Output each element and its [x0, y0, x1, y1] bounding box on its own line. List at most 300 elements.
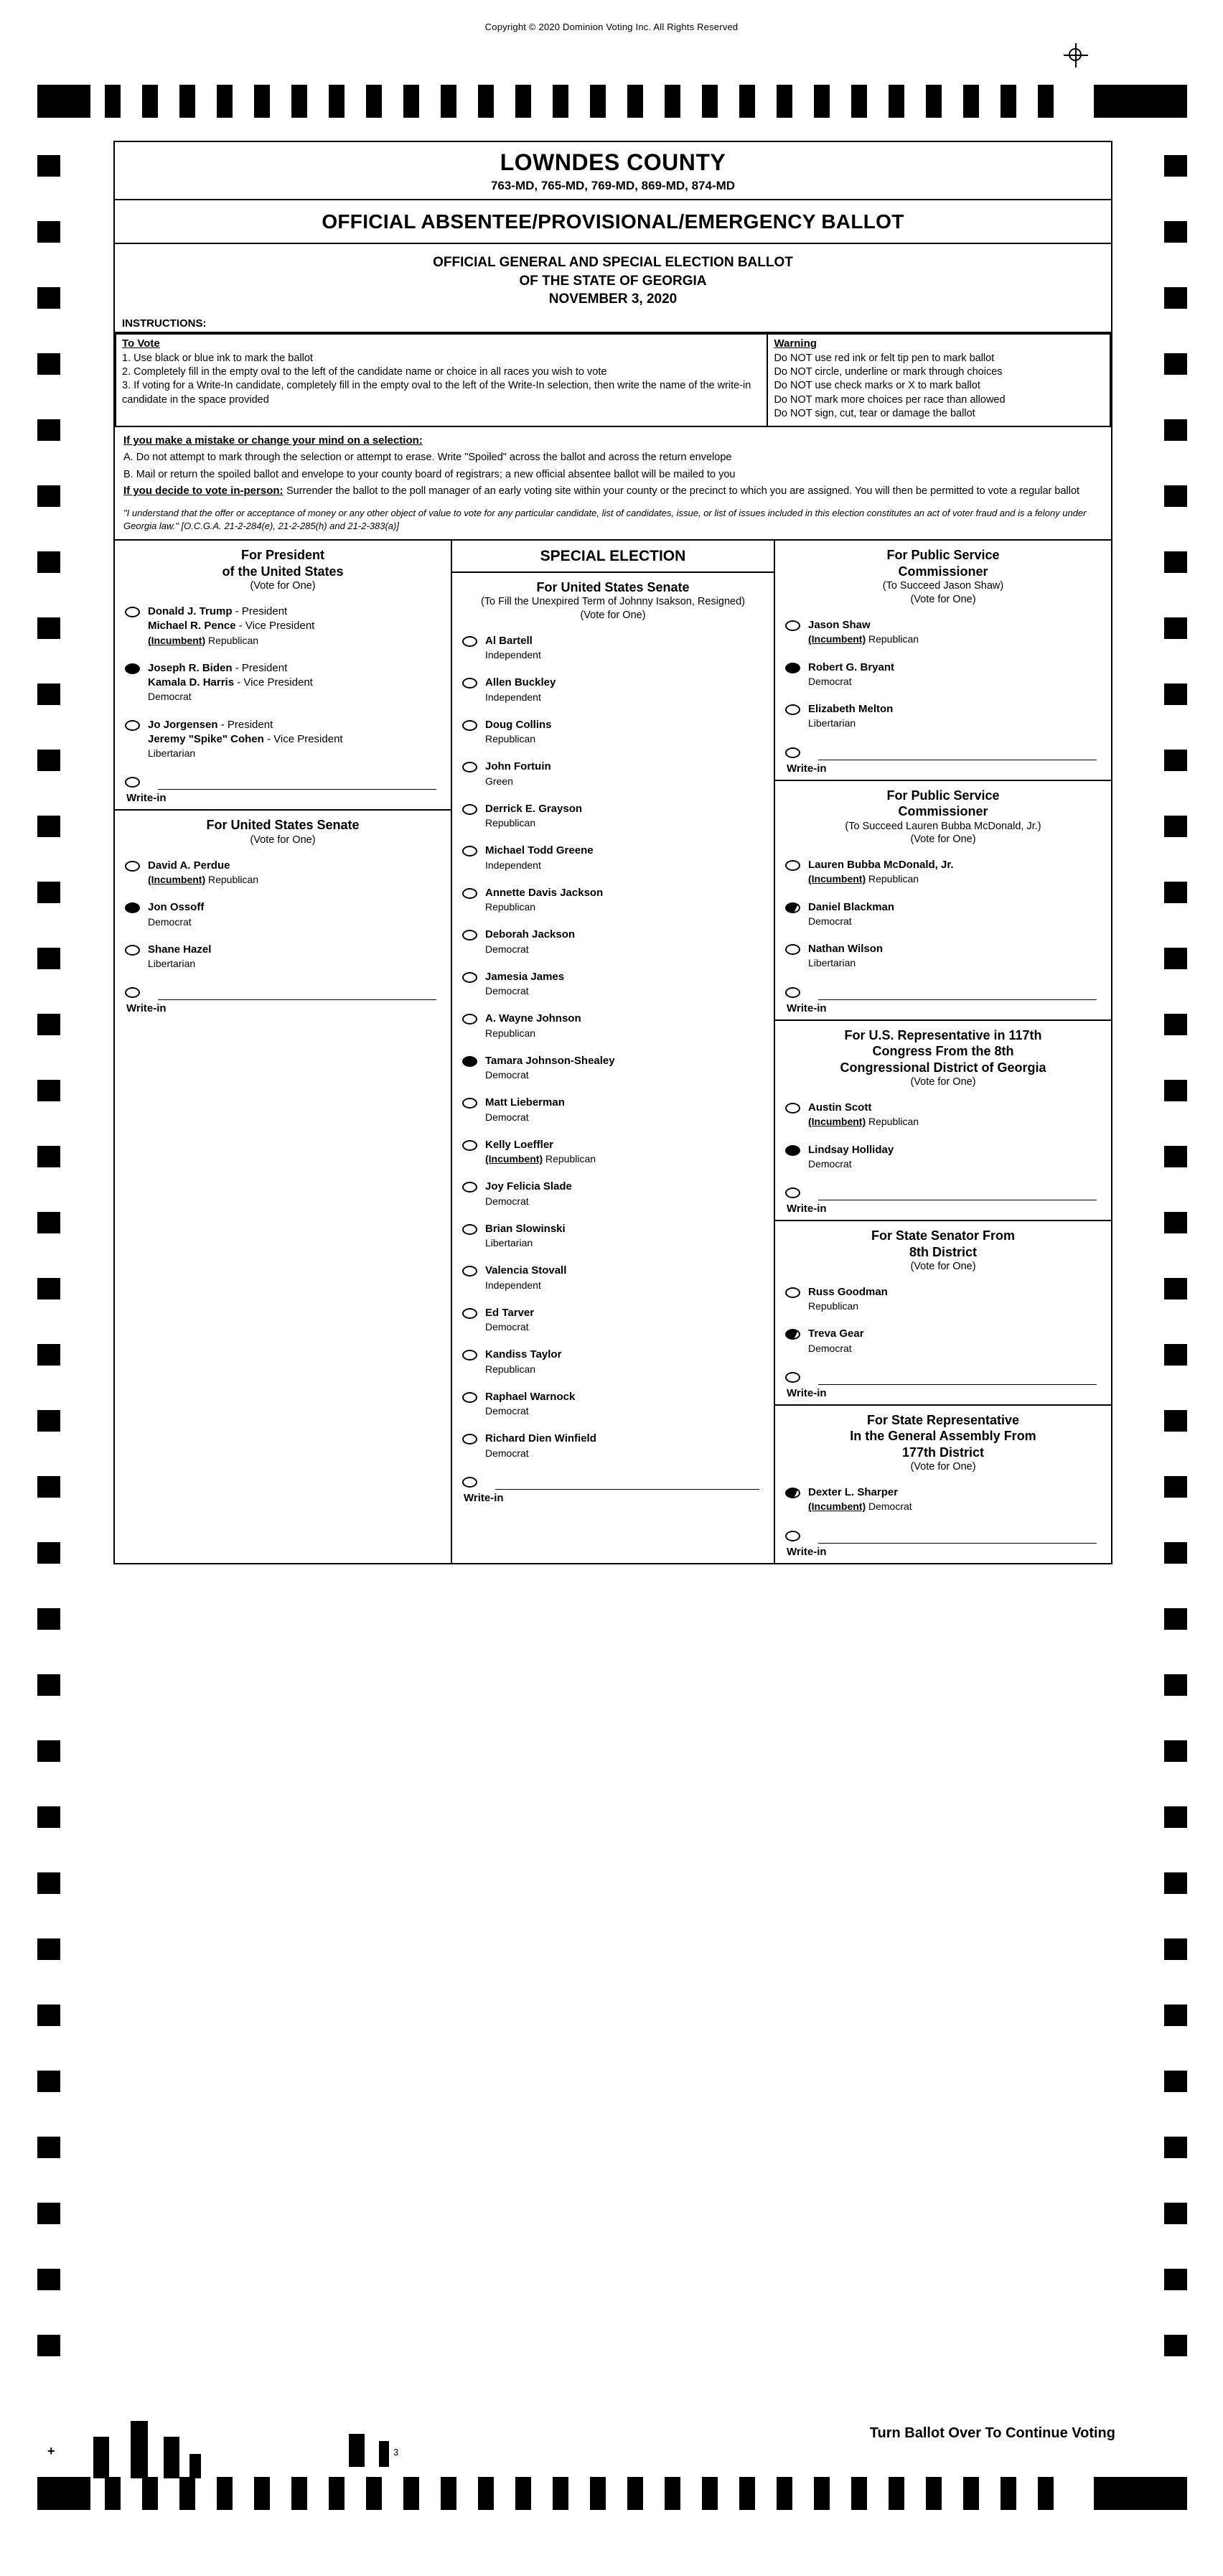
ballot-choice[interactable] — [775, 1094, 1111, 1137]
vote-oval[interactable] — [785, 1287, 800, 1298]
ballot-choice[interactable] — [115, 894, 451, 936]
warning-item: Do NOT use red ink or felt tip pen to mark ballot — [774, 352, 995, 364]
candidate-party: Libertarian — [148, 958, 196, 969]
timing-mark-side-right — [1164, 1212, 1187, 1233]
vote-oval[interactable] — [125, 663, 140, 674]
candidate-name: Kamala D. Harris — [148, 676, 235, 689]
candidate-party: Democrat — [808, 1342, 852, 1354]
timing-mark-tick — [665, 2477, 680, 2510]
turn-ballot-over-text: Turn Ballot Over To Continue Voting — [869, 2425, 1115, 2441]
vote-oval[interactable] — [462, 678, 477, 689]
ballot-choice[interactable] — [452, 795, 774, 838]
candidate-party: (Incumbent) Democrat — [808, 1501, 912, 1513]
timing-mark-side-left — [37, 353, 60, 375]
ballot-choice[interactable] — [452, 1131, 774, 1174]
timing-mark-side-right — [1164, 2335, 1187, 2356]
candidate-text — [808, 1101, 919, 1130]
timing-mark-tick — [702, 85, 718, 118]
write-in-row[interactable] — [115, 978, 451, 1002]
ballot-choice[interactable] — [775, 851, 1111, 894]
timing-mark-side-right — [1164, 1476, 1187, 1498]
write-in-line[interactable] — [158, 775, 436, 790]
candidate-party: Democrat — [808, 915, 852, 927]
contest-subtitle: (To Succeed Lauren Bubba McDonald, Jr.) — [845, 820, 1041, 832]
timing-mark-side-right — [1164, 353, 1187, 375]
candidate-name: David A. Perdue — [148, 859, 230, 872]
timing-mark-side-right — [1164, 1806, 1187, 1828]
vote-oval[interactable] — [785, 1531, 800, 1541]
ballot-choice[interactable] — [452, 1299, 774, 1342]
timing-mark-tick — [379, 2441, 389, 2467]
subtitle-line-1: OFFICIAL GENERAL AND SPECIAL ELECTION BALLOT — [433, 255, 793, 270]
timing-mark-tick — [851, 2477, 867, 2510]
ballot-choice[interactable] — [452, 879, 774, 922]
to-vote-box — [115, 333, 767, 427]
candidate-name: Richard Dien Winfield — [485, 1432, 596, 1445]
candidate-office: - Vice President — [235, 620, 315, 633]
candidate-text — [485, 1096, 565, 1125]
vote-oval[interactable] — [785, 860, 800, 871]
ballot-choice[interactable] — [452, 1341, 774, 1383]
timing-mark-tick — [291, 2477, 307, 2510]
timing-mark-side-left — [37, 1608, 60, 1630]
warning-heading: Warning — [774, 337, 817, 350]
candidate-name: Al Bartell — [485, 634, 533, 647]
contest — [775, 1406, 1111, 1563]
vote-oval[interactable] — [462, 1014, 477, 1025]
timing-mark-tick — [553, 85, 568, 118]
registration-mark-top-right — [1064, 43, 1088, 67]
warning-item: Do NOT circle, underline or mark through choices — [774, 366, 1003, 378]
to-vote-item: 3. If voting for a Write-In candidate, completely fill in the empty oval to the left of the Write-In selection, then write the name of the write-in candidate in the space provided — [122, 380, 751, 406]
candidate-text — [485, 718, 552, 747]
vote-oval[interactable] — [785, 1372, 800, 1383]
mistake-heading: If you make a mistake or change your mind on a selection: — [123, 434, 423, 447]
vote-oval[interactable] — [462, 804, 477, 815]
timing-mark-tick — [93, 2437, 109, 2478]
timing-mark-side-left — [37, 1212, 60, 1233]
vote-oval[interactable] — [462, 888, 477, 899]
candidate-party: Democrat — [808, 675, 852, 687]
vote-oval[interactable] — [125, 945, 140, 956]
timing-mark-tick — [665, 85, 680, 118]
candidate-text — [485, 1432, 596, 1461]
vote-oval[interactable] — [125, 720, 140, 731]
timing-mark-tick — [702, 2477, 718, 2510]
candidate-name: Deborah Jackson — [485, 928, 576, 941]
candidate-text — [148, 605, 314, 648]
contest-header — [775, 1021, 1111, 1094]
write-in-row[interactable] — [775, 978, 1111, 1002]
ballot-choice[interactable] — [115, 655, 451, 711]
contest-subtitle: (To Fill the Unexpired Term of Johnny Isakson, Resigned) — [480, 596, 746, 608]
candidate-text — [485, 676, 556, 705]
contest — [115, 811, 451, 1019]
candidate-text — [808, 900, 894, 930]
candidate-office: - Vice President — [263, 732, 343, 745]
vote-for-instruction: (Vote for One) — [910, 1461, 976, 1473]
candidate-party: (Incumbent) Republican — [148, 634, 259, 646]
vote-oval[interactable] — [462, 1434, 477, 1445]
candidate-text — [485, 1138, 596, 1167]
candidate-party: Libertarian — [808, 957, 856, 969]
candidate-name: Shane Hazel — [148, 943, 212, 956]
ballot-choice[interactable] — [452, 1089, 774, 1131]
candidate-text — [485, 1012, 581, 1041]
ballot-choice[interactable] — [452, 963, 774, 1006]
timing-mark-tick — [254, 85, 270, 118]
vote-oval[interactable] — [785, 704, 800, 715]
timing-mark-side-left — [37, 485, 60, 507]
vote-oval[interactable] — [785, 1145, 800, 1156]
candidate-name: Allen Buckley — [485, 676, 556, 689]
timing-mark-side-left — [37, 1080, 60, 1101]
vote-oval[interactable] — [785, 944, 800, 955]
timing-mark-side-right — [1164, 1278, 1187, 1299]
vote-oval[interactable] — [125, 861, 140, 872]
candidate-office: - President — [217, 718, 273, 731]
vote-oval[interactable] — [462, 1350, 477, 1361]
candidate-name: Jo Jorgensen — [148, 718, 218, 731]
vote-oval[interactable] — [462, 720, 477, 731]
ballot-choice[interactable] — [775, 1479, 1111, 1521]
vote-oval[interactable] — [462, 1056, 477, 1067]
ballot-choice[interactable] — [775, 1320, 1111, 1363]
vote-oval[interactable] — [785, 1187, 800, 1198]
candidate-text — [485, 1348, 561, 1377]
ballot-subtitle — [115, 244, 1111, 316]
vote-oval[interactable] — [462, 972, 477, 983]
ballot-type-title — [115, 200, 1111, 244]
timing-mark-side-right — [1164, 882, 1187, 903]
contest-title: For State Senator From — [871, 1228, 1016, 1243]
ballot-choice[interactable] — [775, 696, 1111, 738]
contest-columns — [115, 539, 1111, 1562]
timing-mark-tick — [963, 85, 979, 118]
contest-title: In the General Assembly From — [850, 1429, 1036, 1444]
write-in-label: Write-in — [787, 1002, 827, 1014]
vote-oval[interactable] — [785, 663, 800, 673]
contest-header — [115, 541, 451, 598]
timing-mark-block — [37, 2477, 90, 2510]
timing-mark-side-right — [1164, 2203, 1187, 2224]
vote-oval[interactable] — [785, 902, 800, 913]
timing-mark-side-right — [1164, 1872, 1187, 1894]
vote-oval[interactable] — [462, 762, 477, 773]
write-in-row[interactable] — [115, 767, 451, 791]
timing-mark-side-right — [1164, 1740, 1187, 1762]
precinct-list: 763-MD, 765-MD, 769-MD, 869-MD, 874-MD — [490, 179, 736, 192]
ballot-choice[interactable] — [115, 852, 451, 895]
candidate-party: Republican — [485, 733, 536, 745]
ballot-choice[interactable] — [452, 1047, 774, 1090]
candidate-party: Democrat — [485, 943, 529, 955]
candidate-name: Daniel Blackman — [808, 900, 895, 913]
candidate-text — [808, 1143, 894, 1172]
contest-title: Congress From the 8th — [872, 1044, 1014, 1059]
candidate-name: Treva Gear — [808, 1327, 864, 1340]
vote-oval[interactable] — [785, 1103, 800, 1114]
write-in-label: Write-in — [787, 762, 827, 775]
ballot-choice[interactable] — [775, 1137, 1111, 1179]
timing-mark-side-right — [1164, 948, 1187, 969]
timing-mark-side-right — [1164, 1344, 1187, 1366]
to-vote-heading: To Vote — [122, 337, 160, 350]
timing-mark-side-left — [37, 2005, 60, 2026]
write-in-line[interactable] — [158, 985, 436, 1000]
vote-oval[interactable] — [462, 636, 477, 647]
timing-mark-tick — [329, 85, 345, 118]
timing-mark-side-left — [37, 2335, 60, 2356]
timing-mark-tick — [590, 2477, 606, 2510]
timing-mark-tick — [131, 2421, 148, 2478]
instructions-label: INSTRUCTIONS: — [122, 317, 207, 330]
contest-header — [775, 1221, 1111, 1279]
timing-mark-tick — [142, 2477, 158, 2510]
candidate-party: Democrat — [148, 915, 192, 928]
county-header — [115, 142, 1111, 200]
vote-oval[interactable] — [125, 987, 140, 998]
candidate-name: Valencia Stovall — [485, 1264, 567, 1277]
timing-mark-side-left — [37, 2269, 60, 2290]
timing-mark-side-right — [1164, 1014, 1187, 1035]
contest — [775, 1021, 1111, 1221]
vote-oval[interactable] — [462, 846, 477, 857]
ballot-choice[interactable] — [775, 935, 1111, 978]
vote-for-instruction: (Vote for One) — [910, 1076, 976, 1088]
candidate-name: Michael Todd Greene — [485, 844, 594, 857]
candidate-party: Republican — [485, 817, 536, 829]
write-in-line[interactable] — [818, 1185, 1097, 1200]
ballot-choice[interactable] — [452, 1215, 774, 1258]
timing-mark-tick — [366, 2477, 382, 2510]
copyright-notice: Copyright © 2020 Dominion Voting Inc. All Rights Reserved — [484, 22, 739, 32]
ballot-choice[interactable] — [452, 669, 774, 711]
timing-mark-side-right — [1164, 485, 1187, 507]
candidate-text — [808, 1285, 888, 1315]
timing-mark-side-left — [37, 155, 60, 177]
candidate-name: Donald J. Trump — [148, 605, 233, 618]
timing-mark-side-left — [37, 1146, 60, 1167]
candidate-name: Russ Goodman — [808, 1285, 888, 1298]
timing-mark-tick — [403, 85, 419, 118]
vote-oval[interactable] — [785, 1488, 800, 1498]
timing-mark-tick — [1001, 85, 1016, 118]
timing-mark-side-right — [1164, 750, 1187, 771]
vote-oval[interactable] — [125, 902, 140, 913]
write-in-label: Write-in — [787, 1203, 827, 1215]
candidate-name: Jon Ossoff — [148, 901, 205, 914]
timing-mark-side-left — [37, 2137, 60, 2158]
timing-mark-side-left — [37, 1542, 60, 1564]
candidate-name: Joy Felicia Slade — [485, 1180, 572, 1193]
timing-mark-side-right — [1164, 2137, 1187, 2158]
write-in-label: Write-in — [464, 1491, 504, 1504]
timing-mark-tick — [553, 2477, 568, 2510]
contest-header — [775, 541, 1111, 612]
candidate-party: Libertarian — [485, 1237, 533, 1249]
corner-plus-mark: + — [47, 2444, 55, 2458]
vote-for-instruction: (Vote for One) — [250, 580, 316, 592]
vote-oval[interactable] — [785, 987, 800, 998]
timing-mark-tick — [441, 2477, 456, 2510]
candidate-party: (Incumbent) Republican — [808, 1116, 919, 1128]
candidate-text — [485, 634, 541, 663]
county-name: LOWNDES COUNTY — [500, 149, 726, 175]
vote-for-instruction: (Vote for One) — [910, 1261, 976, 1273]
timing-mark-side-left — [37, 882, 60, 903]
vote-oval[interactable] — [462, 1266, 477, 1277]
candidate-name: Ed Tarver — [485, 1306, 535, 1319]
ballot-choice[interactable] — [775, 1279, 1111, 1321]
ballot-choice[interactable] — [775, 612, 1111, 654]
ballot-choice[interactable] — [115, 711, 451, 768]
ballot-choice[interactable] — [452, 1173, 774, 1215]
candidate-party: (Incumbent) Republican — [485, 1153, 596, 1165]
timing-mark-side-right — [1164, 2005, 1187, 2026]
write-in-row[interactable] — [775, 1363, 1111, 1386]
ballot-choice[interactable] — [452, 1257, 774, 1299]
ballot-choice[interactable] — [775, 654, 1111, 696]
write-in-line[interactable] — [818, 745, 1097, 760]
ballot-choice[interactable] — [115, 936, 451, 979]
write-in-line[interactable] — [495, 1475, 759, 1490]
ballot-choice[interactable] — [452, 1425, 774, 1467]
candidate-party: Democrat — [485, 1447, 529, 1459]
timing-mark-side-left — [37, 1806, 60, 1828]
write-in-row[interactable] — [452, 1467, 774, 1491]
ballot-choice[interactable] — [452, 921, 774, 963]
ballot-choice[interactable] — [452, 1005, 774, 1047]
vote-oval[interactable] — [462, 1224, 477, 1235]
ballot-choice[interactable] — [115, 598, 451, 655]
vote-for-instruction: (Vote for One) — [580, 609, 646, 621]
ballot-choice[interactable] — [775, 894, 1111, 936]
contest-title: For U.S. Representative in 117th — [844, 1027, 1042, 1042]
timing-mark-tick — [814, 85, 830, 118]
ballot-choice[interactable] — [452, 711, 774, 754]
write-in-line[interactable] — [818, 1370, 1097, 1385]
warning-item: Do NOT use check marks or X to mark ballot — [774, 380, 980, 392]
timing-mark-tick — [254, 2477, 270, 2510]
write-in-line[interactable] — [818, 985, 1097, 1000]
timing-mark-tick — [739, 2477, 755, 2510]
timing-mark-tick — [515, 85, 531, 118]
write-in-row[interactable] — [775, 1521, 1111, 1545]
timing-mark-side-right — [1164, 816, 1187, 837]
vote-oval[interactable] — [462, 1182, 477, 1193]
timing-mark-side-right — [1164, 1674, 1187, 1696]
candidate-party: Independent — [485, 691, 541, 703]
contest-header — [115, 811, 451, 851]
write-in-label: Write-in — [126, 1002, 167, 1015]
vote-oval[interactable] — [785, 620, 800, 631]
timing-mark-tick — [851, 85, 867, 118]
to-vote-item: 1. Use black or blue ink to mark the ballot — [122, 352, 313, 364]
ballot-choice[interactable] — [452, 1383, 774, 1426]
candidate-name: Robert G. Bryant — [808, 661, 895, 673]
vote-oval[interactable] — [462, 1308, 477, 1319]
column-right — [775, 541, 1111, 1562]
corner-sequence-number: 3 — [393, 2447, 399, 2458]
timing-mark-tick — [814, 2477, 830, 2510]
timing-mark-side-right — [1164, 1080, 1187, 1101]
timing-mark-side-left — [37, 2203, 60, 2224]
contest-title: For President — [240, 548, 325, 563]
vote-oval[interactable] — [785, 1329, 800, 1340]
timing-mark-side-left — [37, 551, 60, 573]
candidate-name: Brian Slowinski — [485, 1222, 566, 1235]
contest-subtitle: (To Succeed Jason Shaw) — [882, 580, 1004, 592]
vote-oval[interactable] — [125, 777, 140, 788]
vote-oval[interactable] — [462, 1098, 477, 1109]
vote-oval[interactable] — [462, 1392, 477, 1403]
candidate-text — [485, 1222, 566, 1251]
candidate-name: Raphael Warnock — [485, 1390, 576, 1403]
write-in-row[interactable] — [775, 1178, 1111, 1202]
candidate-name: Kandiss Taylor — [485, 1348, 562, 1361]
candidate-party: (Incumbent) Republican — [148, 874, 259, 885]
write-in-line[interactable] — [818, 1529, 1097, 1544]
ballot-choice[interactable] — [452, 753, 774, 795]
timing-mark-block — [1094, 85, 1187, 118]
timing-mark-tick — [441, 85, 456, 118]
candidate-name: Annette Davis Jackson — [485, 886, 604, 899]
candidate-text — [485, 1180, 572, 1209]
write-in-row[interactable] — [775, 738, 1111, 762]
vote-oval[interactable] — [462, 1140, 477, 1151]
ballot-choice[interactable] — [452, 627, 774, 670]
timing-mark-tick — [777, 85, 792, 118]
vote-for-instruction: (Vote for One) — [250, 834, 316, 846]
timing-mark-tick — [515, 2477, 531, 2510]
contest-title: For Public Service — [886, 788, 1000, 803]
vote-oval[interactable] — [462, 1477, 477, 1488]
contest — [775, 1221, 1111, 1406]
candidate-text — [808, 661, 894, 690]
timing-mark-tick — [217, 2477, 233, 2510]
vote-oval[interactable] — [462, 930, 477, 941]
timing-mark-tick — [217, 85, 233, 118]
timing-mark-side-right — [1164, 1542, 1187, 1564]
mistake-option-b: B. Mail or return the spoiled ballot and envelope to your county board of registrars; a new official absentee ballot will be mailed to you — [123, 468, 736, 480]
ballot-choice[interactable] — [452, 837, 774, 879]
timing-mark-side-left — [37, 1674, 60, 1696]
candidate-office: - President — [232, 605, 288, 618]
candidate-text — [485, 802, 582, 831]
timing-mark-tick — [329, 2477, 345, 2510]
contest-title: For State Representative — [866, 1412, 1020, 1427]
column-center — [452, 541, 775, 1562]
candidate-text — [808, 1485, 912, 1515]
timing-mark-side-right — [1164, 419, 1187, 441]
timing-mark-tick — [164, 2437, 179, 2478]
timing-mark-side-left — [37, 419, 60, 441]
column-left — [115, 541, 452, 1562]
candidate-text — [148, 943, 211, 972]
candidate-name: Doug Collins — [485, 718, 552, 731]
timing-mark-side-left — [37, 816, 60, 837]
instructions-boxes — [115, 332, 1111, 427]
candidate-text — [148, 900, 204, 930]
timing-mark-side-left — [37, 1344, 60, 1366]
timing-mark-tick — [179, 2477, 195, 2510]
vote-oval[interactable] — [785, 747, 800, 758]
candidate-party: (Incumbent) Republican — [808, 873, 919, 885]
vote-oval[interactable] — [125, 607, 140, 617]
contest — [775, 781, 1111, 1021]
special-election-title: SPECIAL ELECTION — [540, 548, 686, 565]
